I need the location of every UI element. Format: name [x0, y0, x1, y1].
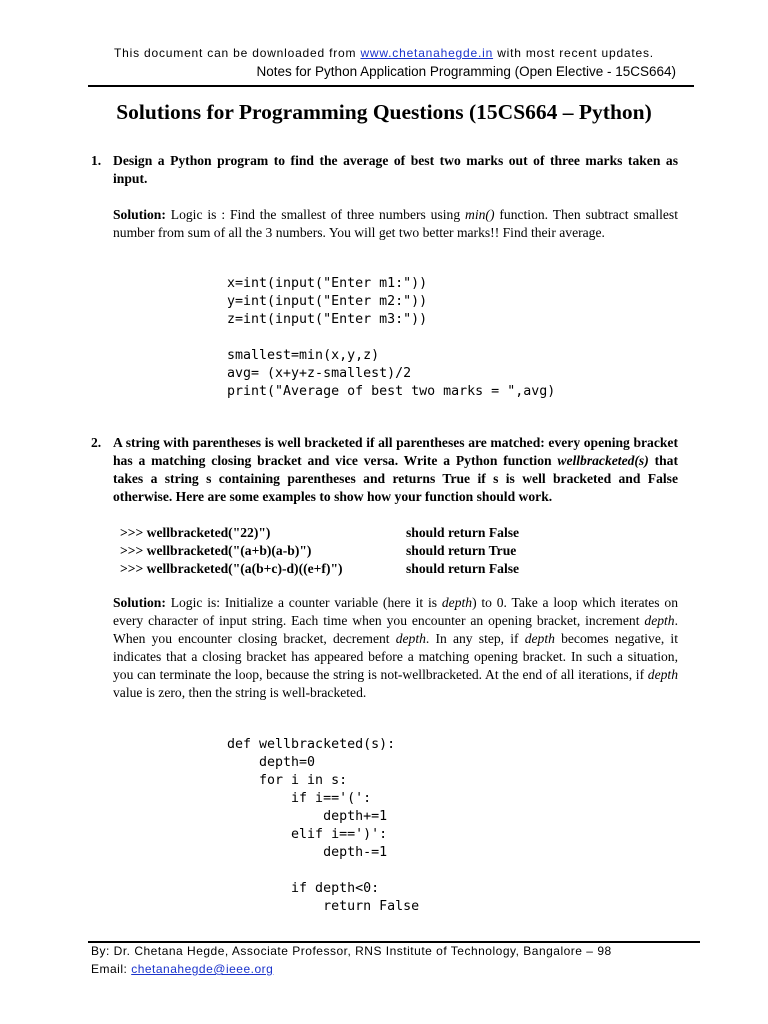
example-result: should return True [406, 543, 517, 558]
example-call: >>> wellbracketed("(a+b)(a-b)") [120, 543, 312, 558]
example-result: should return False [406, 561, 520, 576]
question-2-solution: Solution: Logic is: Initialize a counter variable (here it is depth) to 0. Take a loop which iterates on every character of input string. Each time when you encounter an opening bracket, increment depth. When you encounter closing bracket, decrement depth. In any step, if depth becomes negative, it indicates that a closing bracket has appeared before a matching opening bracket. In such a situation, you can terminate the loop, because the string is not-wellbracketed. At the end of all iterations, if depth value is zero, then the string is well-bracketed. [113, 595, 678, 700]
email-link[interactable]: chetanahegde@ieee.org [131, 962, 274, 976]
footer-rule [88, 941, 700, 943]
question-1-number: 1. [91, 153, 102, 168]
page-title: Solutions for Programming Questions (15CS664 – Python) [116, 100, 652, 124]
solution-label: Solution: [113, 595, 166, 610]
question-1-code: x=int(input("Enter m1:")) y=int(input("Enter m2:")) z=int(input("Enter m3:")) smallest=min(x,y,z) avg= (x+y+z-smallest)/2 print("Average of best two marks = ",avg) [227, 276, 556, 399]
notes-title: Notes for Python Application Programming (Open Elective - 15CS664) [256, 64, 676, 79]
question-2-text: A string with parentheses is well bracketed if all parentheses are matched: every opening bracket has a matching closing bracket and vice versa. Write a Python function wellbracketed(s) that takes a string s containing parentheses and returns True if s is well bracketed and False otherwise. Here are some examples to show how your function should work. [113, 435, 678, 504]
min-function-ref: min() [465, 207, 495, 222]
example-result: should return False [406, 525, 520, 540]
download-prefix: This document can be downloaded from [114, 46, 361, 60]
email-label: Email: [91, 962, 132, 976]
question-1-solution: Solution: Logic is : Find the smallest of three numbers using min() function. Then subtract smallest number from sum of all the 3 numbers. You will get two better marks!! Find their average. [113, 207, 678, 240]
question-1-text: Design a Python program to find the average of best two marks out of three marks taken as input. [113, 153, 678, 186]
download-suffix: with most recent updates. [493, 46, 654, 60]
function-name: wellbracketed(s) [557, 453, 649, 468]
download-notice [0, 46, 768, 60]
footer-email [91, 962, 273, 976]
question-2-number: 2. [91, 435, 102, 450]
footer-author: By: Dr. Chetana Hegde, Associate Professor, RNS Institute of Technology, Bangalore – 98 [91, 944, 612, 958]
website-link[interactable]: www.chetanahegde.in [360, 46, 494, 60]
header-rule [88, 85, 694, 87]
example-call: >>> wellbracketed("22)") [120, 525, 271, 540]
question-2-code: def wellbracketed(s): depth=0 for i in s: if i=='(': depth+=1 elif i==')': depth-=1 if depth<0: return False [227, 737, 420, 914]
example-call: >>> wellbracketed("(a(b+c)-d)((e+f)") [120, 561, 343, 576]
solution-label: Solution: [113, 207, 166, 222]
